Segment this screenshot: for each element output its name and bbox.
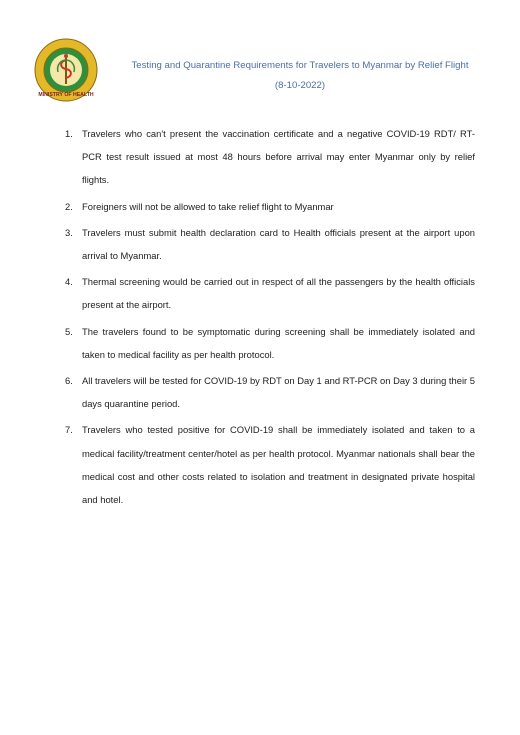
item-text: Travelers who can't present the vaccination certificate and a negative COVID-19 RDT/ RT-PCR test result issued at most 48 hours before arrival may enter Myanmar only by relief flights. — [82, 128, 475, 186]
requirement-item — [58, 418, 475, 511]
item-number: 7. — [65, 424, 73, 436]
svg-text:MINISTRY OF HEALTH: MINISTRY OF HEALTH — [38, 92, 94, 98]
item-number: 6. — [65, 375, 73, 387]
requirement-item — [58, 320, 475, 366]
item-number: 4. — [65, 276, 73, 288]
item-text: Thermal screening would be carried out in respect of all the passengers by the health officials present at the airport. — [82, 276, 475, 311]
item-number: 1. — [65, 128, 73, 139]
item-text: Travelers must submit health declaration card to Health officials present at the airport upon arrival to Myanmar. — [82, 226, 475, 262]
item-number: 3. — [65, 226, 73, 238]
item-text: Foreigners will not be allowed to take relief flight to Myanmar — [82, 200, 334, 212]
requirement-item — [58, 122, 475, 192]
ministry-of-health-seal-icon — [34, 38, 98, 102]
item-text: The travelers found to be symptomatic during screening shall be immediately isolated and taken to medical facility as per health protocol. — [82, 325, 475, 360]
requirement-item — [58, 221, 475, 267]
document-date: (8-10-2022) — [274, 80, 326, 91]
item-text: All travelers will be tested for COVID-19 by RDT on Day 1 and RT-PCR on Day 3 during their 5 days quarantine period. — [82, 375, 475, 410]
requirement-item — [58, 369, 475, 415]
item-number: 2. — [65, 200, 73, 212]
requirement-item — [58, 195, 475, 218]
document-title: Testing and Quarantine Requirements for Travelers to Myanmar by Relief Flight — [131, 60, 469, 71]
document-header — [100, 56, 500, 96]
requirements-list — [58, 122, 475, 514]
item-text: Travelers who tested positive for COVID-19 shall be immediately isolated and taken to a medical facility/treatment center/hotel as per health protocol. Myanmar nationals shall bear the medical cost and other costs related to isolation and treatment in designated private hospital and hotel. — [82, 424, 475, 506]
requirement-item — [58, 270, 475, 316]
item-number: 5. — [65, 325, 73, 337]
